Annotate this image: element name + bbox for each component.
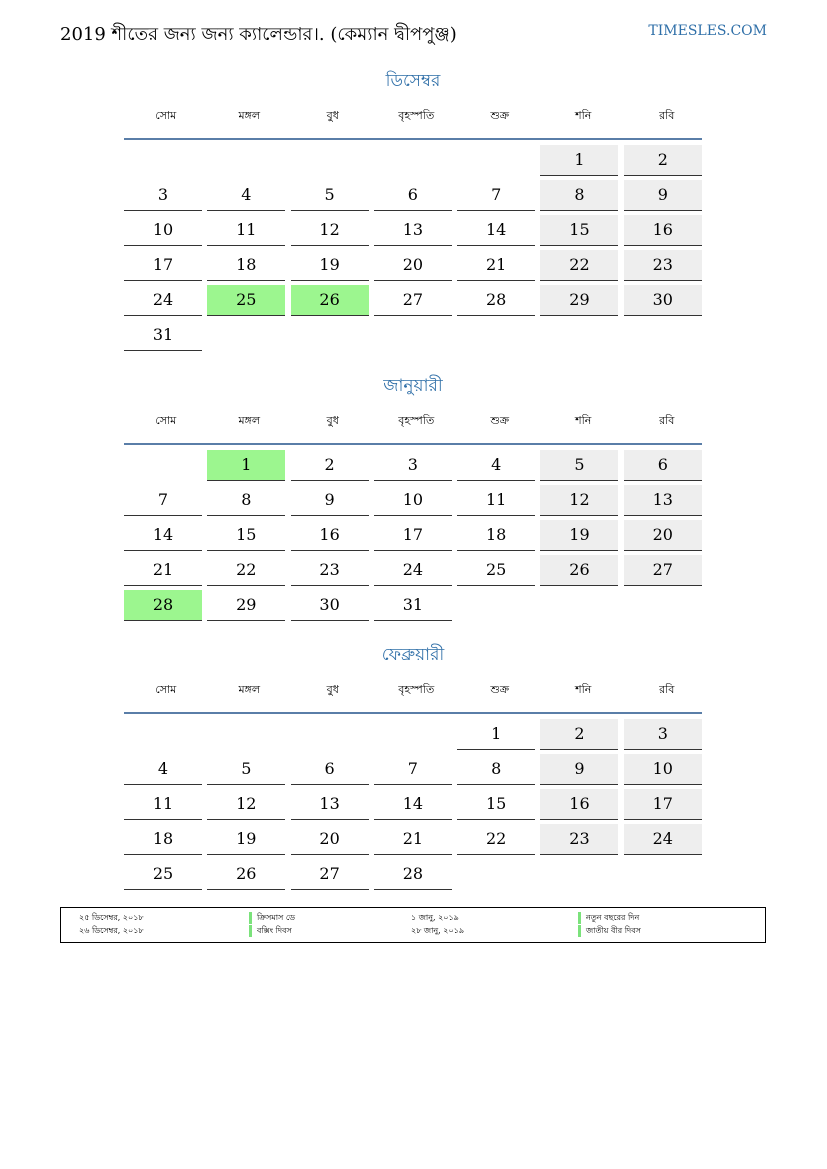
weekday-label: শুক্র	[490, 414, 510, 427]
page-title: 2019 শীতের জন্য জন্য ক্যালেন্ডার।. (কেম্যান দ্বীপপুঞ্জ)	[60, 24, 457, 45]
day-cell: 4	[457, 450, 535, 481]
day-cell: 2	[540, 719, 618, 750]
day-cell: 23	[540, 824, 618, 855]
day-cell: 4	[207, 180, 285, 211]
day-cell: 28	[374, 859, 452, 890]
day-cell: 10	[374, 485, 452, 516]
day-cell: 27	[291, 859, 369, 890]
empty-cell	[457, 145, 535, 175]
day-cell: 5	[291, 180, 369, 211]
day-cell: 13	[291, 789, 369, 820]
weekday-label: শুক্র	[490, 683, 510, 696]
site-name: TIMESLES.COM	[648, 23, 767, 39]
legend-date: ২৮ জানু, ২০১৯	[411, 926, 465, 935]
day-cell: 29	[540, 285, 618, 316]
month-february	[124, 642, 702, 890]
day-cell: 17	[624, 789, 702, 820]
day-cell: 8	[457, 754, 535, 785]
legend-holiday: নতুন বছরের দিন	[578, 912, 639, 924]
empty-cell	[124, 145, 202, 175]
day-cell: 4	[124, 754, 202, 785]
day-cell: 19	[540, 520, 618, 551]
day-cell: 25	[457, 555, 535, 586]
day-cell: 22	[540, 250, 618, 281]
day-cell: 10	[624, 754, 702, 785]
weekday-label: বৃহস্পতি	[398, 683, 435, 696]
weekday-label: বৃহস্পতি	[398, 109, 435, 122]
day-cell: 27	[374, 285, 452, 316]
legend-holiday: ক্রিসমাস ডে	[249, 912, 295, 924]
weekday-label: শনি	[575, 414, 592, 427]
day-cell: 20	[624, 520, 702, 551]
holiday-marker-icon	[249, 925, 252, 937]
day-cell: 14	[124, 520, 202, 551]
weekday-label: সোম	[155, 109, 177, 122]
weekday-label: রবি	[659, 109, 675, 122]
day-cell: 15	[457, 789, 535, 820]
weekday-header	[124, 94, 702, 140]
day-cell: 14	[374, 789, 452, 820]
empty-cell	[374, 145, 452, 175]
weekday-label: শনি	[575, 683, 592, 696]
weekday-label: শনি	[575, 109, 592, 122]
weekday-label: মঙ্গল	[238, 683, 261, 696]
day-grid	[124, 450, 702, 621]
holiday-marker-icon	[578, 925, 581, 937]
day-cell: 30	[291, 590, 369, 621]
day-cell: 24	[124, 285, 202, 316]
weekday-label: রবি	[659, 414, 675, 427]
day-cell: 2	[624, 145, 702, 176]
day-cell: 18	[207, 250, 285, 281]
day-cell: 16	[624, 215, 702, 246]
weekday-header	[124, 668, 702, 714]
month-december	[124, 68, 702, 351]
day-cell: 9	[540, 754, 618, 785]
day-cell: 17	[374, 520, 452, 551]
day-cell: 15	[540, 215, 618, 246]
weekday-label: শুক্র	[490, 109, 510, 122]
day-cell: 5	[207, 754, 285, 785]
day-cell: 6	[291, 754, 369, 785]
day-cell: 26	[207, 859, 285, 890]
day-cell: 6	[624, 450, 702, 481]
day-cell: 3	[124, 180, 202, 211]
legend-holiday: জাতীয় বীর দিবস	[578, 925, 641, 937]
holiday-day-cell: 26	[291, 285, 369, 316]
day-cell: 26	[540, 555, 618, 586]
day-cell: 21	[124, 555, 202, 586]
holiday-day-cell: 25	[207, 285, 285, 316]
legend-holiday: বক্সিং দিবস	[249, 925, 292, 937]
day-cell: 20	[374, 250, 452, 281]
day-cell: 18	[457, 520, 535, 551]
day-cell: 12	[207, 789, 285, 820]
empty-cell	[207, 145, 285, 175]
holiday-marker-icon	[249, 912, 252, 924]
weekday-label: বৃহস্পতি	[398, 414, 435, 427]
day-cell: 10	[124, 215, 202, 246]
day-cell: 2	[291, 450, 369, 481]
day-cell: 9	[291, 485, 369, 516]
day-grid	[124, 145, 702, 351]
legend-date: ২৬ ডিসেম্বর, ২০১৮	[79, 926, 144, 935]
day-cell: 24	[374, 555, 452, 586]
day-cell: 31	[124, 320, 202, 351]
legend-date: ১ জানু, ২০১৯	[411, 913, 459, 922]
day-cell: 19	[207, 824, 285, 855]
day-cell: 13	[624, 485, 702, 516]
weekday-header	[124, 399, 702, 445]
day-cell: 11	[124, 789, 202, 820]
day-cell: 11	[457, 485, 535, 516]
day-cell: 5	[540, 450, 618, 481]
empty-cell	[374, 719, 452, 749]
day-cell: 29	[207, 590, 285, 621]
day-cell: 28	[457, 285, 535, 316]
day-cell: 22	[457, 824, 535, 855]
empty-cell	[124, 719, 202, 749]
day-cell: 16	[540, 789, 618, 820]
day-cell: 18	[124, 824, 202, 855]
day-cell: 21	[374, 824, 452, 855]
month-title: ফেব্রুয়ারী	[381, 645, 445, 665]
day-cell: 9	[624, 180, 702, 211]
day-cell: 1	[540, 145, 618, 176]
day-cell: 17	[124, 250, 202, 281]
day-cell: 13	[374, 215, 452, 246]
weekday-label: সোম	[155, 414, 177, 427]
empty-cell	[207, 719, 285, 749]
weekday-label: সোম	[155, 683, 177, 696]
day-cell: 21	[457, 250, 535, 281]
day-cell: 12	[291, 215, 369, 246]
day-cell: 25	[124, 859, 202, 890]
holiday-day-cell: 28	[124, 590, 202, 621]
day-cell: 22	[207, 555, 285, 586]
day-cell: 3	[374, 450, 452, 481]
day-cell: 7	[374, 754, 452, 785]
weekday-label: বুধ	[326, 109, 339, 122]
day-cell: 12	[540, 485, 618, 516]
day-cell: 14	[457, 215, 535, 246]
day-grid	[124, 719, 702, 890]
empty-cell	[124, 450, 202, 480]
weekday-label: মঙ্গল	[238, 414, 261, 427]
day-cell: 7	[457, 180, 535, 211]
legend-date: ২৫ ডিসেম্বর, ২০১৮	[79, 913, 144, 922]
day-cell: 31	[374, 590, 452, 621]
day-cell: 6	[374, 180, 452, 211]
day-cell: 8	[207, 485, 285, 516]
month-january	[124, 373, 702, 621]
day-cell: 20	[291, 824, 369, 855]
empty-cell	[291, 719, 369, 749]
day-cell: 15	[207, 520, 285, 551]
day-cell: 23	[624, 250, 702, 281]
day-cell: 30	[624, 285, 702, 316]
weekday-label: বুধ	[326, 683, 339, 696]
day-cell: 16	[291, 520, 369, 551]
day-cell: 24	[624, 824, 702, 855]
day-cell: 1	[457, 719, 535, 750]
holiday-marker-icon	[578, 912, 581, 924]
month-title: জানুয়ারী	[383, 376, 443, 396]
day-cell: 3	[624, 719, 702, 750]
empty-cell	[291, 145, 369, 175]
weekday-label: মঙ্গল	[238, 109, 261, 122]
weekday-label: রবি	[659, 683, 675, 696]
day-cell: 23	[291, 555, 369, 586]
day-cell: 7	[124, 485, 202, 516]
month-title: ডিসেম্বর	[385, 71, 441, 91]
day-cell: 19	[291, 250, 369, 281]
weekday-label: বুধ	[326, 414, 339, 427]
day-cell: 8	[540, 180, 618, 211]
holiday-legend	[60, 907, 766, 943]
day-cell: 27	[624, 555, 702, 586]
day-cell: 11	[207, 215, 285, 246]
holiday-day-cell: 1	[207, 450, 285, 481]
